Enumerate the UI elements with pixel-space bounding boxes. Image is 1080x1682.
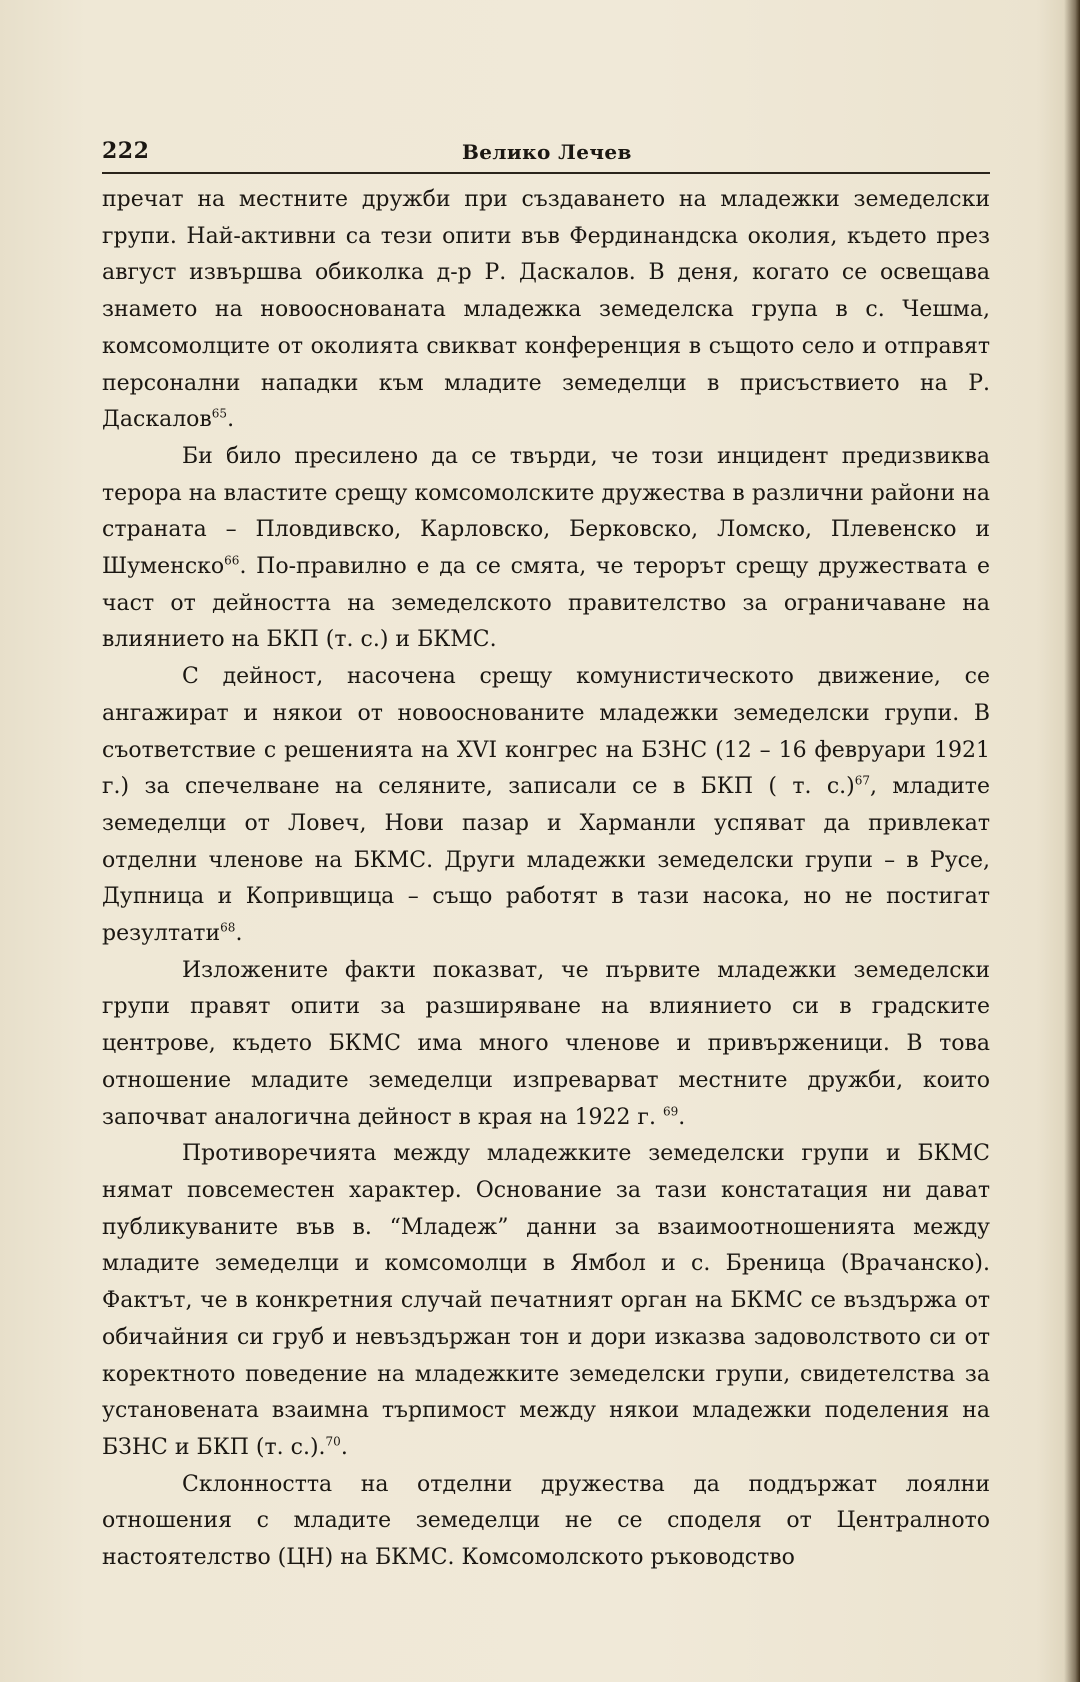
footnote-ref: 68	[220, 920, 236, 935]
footnote-ref: 69	[662, 1104, 679, 1119]
paragraph-text: Би било пресилено да се твърди, че този инцидент предизвиква терора на властите срещу комсомолските дружества в различни райони на страната – Пловдивско, Карловско, Берковско, Ломско, Плевенско и Шуменско	[102, 443, 990, 580]
paragraph-text-tail: .	[235, 921, 243, 947]
paragraph-text: пречат на местните дружби при създаването на младежки земеделски групи. Най-активни са тези опити във Фердинандска околия, където през август извършва обиколка д-р Р. Даскалов. В деня, когато се освещава знамето на новооснованата младежка земеделска група в с. Чешма, комсомолците от околията свикват конференция в същото село и отправят персонални нападки към младите земеделци в присъствието на Р. Даскалов	[102, 187, 990, 433]
page-number: 222	[102, 138, 150, 164]
paragraph-text: Противоречията между младежките земеделски групи и БКМС нямат повсеместен характер. Основание за тази констатация ни дават публикуваните във в. “Младеж” данни за взаимоотношенията между младите земеделци и комсомолци в Ямбол и с. Бреница (Врачанско). Фактът, че в конкретния случай печатният орган на БКМС се въздържа от обичайния си груб и невъздържан тон и дори изказва задоволството си от коректното поведение на младежките земеделски групи, свидетелства за установената взаимна търпимост между някои младежки поделения на БЗНС и БКП (т. с.).	[102, 1141, 990, 1460]
footnote-ref: 70	[325, 1434, 341, 1449]
paragraph-text-tail: .	[340, 1434, 348, 1460]
footnote-ref: 66	[224, 553, 240, 568]
paragraph-text-tail: .	[678, 1104, 686, 1130]
paragraph-text: Изложените факти показват, че първите младежки земеделски групи правят опити за разширяване на влиянието си в градските центрове, където БКМС има много членове и привърженици. В това отношение младите земеделци изпреварват местните дружби, които започват аналогична дейност в края на 1922 г.	[102, 957, 990, 1130]
paragraph-3	[102, 659, 990, 953]
paragraph-text-tail: .	[227, 407, 235, 433]
paragraph-text-tail: , младите земеделци от Ловеч, Нови пазар и Харманли успяват да привлекат отделни членове на БКМС. Други младежки земеделски групи – в Русе, Дупница и Копривщица – също работят в тази насока, но не постигат резултати	[102, 774, 990, 947]
paragraph-1	[102, 182, 990, 439]
paragraph-text-tail: . По-правилно е да се смята, че терорът срещу дружествата е част от дейността на земеделското правителство за ограничаване на влиянието на БКП (т. с.) и БКМС.	[102, 554, 990, 653]
page-header	[102, 136, 990, 176]
paragraph-5	[102, 1136, 990, 1466]
paragraph-2	[102, 439, 990, 659]
book-spine-shadow	[1064, 0, 1080, 1682]
body-text	[102, 182, 990, 1577]
paragraph-4	[102, 953, 990, 1137]
footnote-ref: 67	[854, 773, 871, 788]
footnote-ref: 65	[211, 406, 228, 421]
paragraph-text: С дейност, насочена срещу комунистическото движение, се ангажират и някои от новооснованите младежки земеделски групи. В съответствие с решенията на XVI конгрес на БЗНС (12 – 16 февруари 1921 г.) за спечелване на селяните, записали се в БКП ( т. с.)	[102, 664, 990, 800]
running-title: Велико Лечев	[462, 140, 632, 164]
paragraph-6	[102, 1467, 990, 1577]
paragraph-text: Склонността на отделни дружества да поддържат лоялни отношения с младите земеделци не се споделя от Централното настоятелство (ЦН) на БКМС. Комсомолското ръководство	[102, 1471, 990, 1571]
header-rule	[102, 172, 990, 174]
